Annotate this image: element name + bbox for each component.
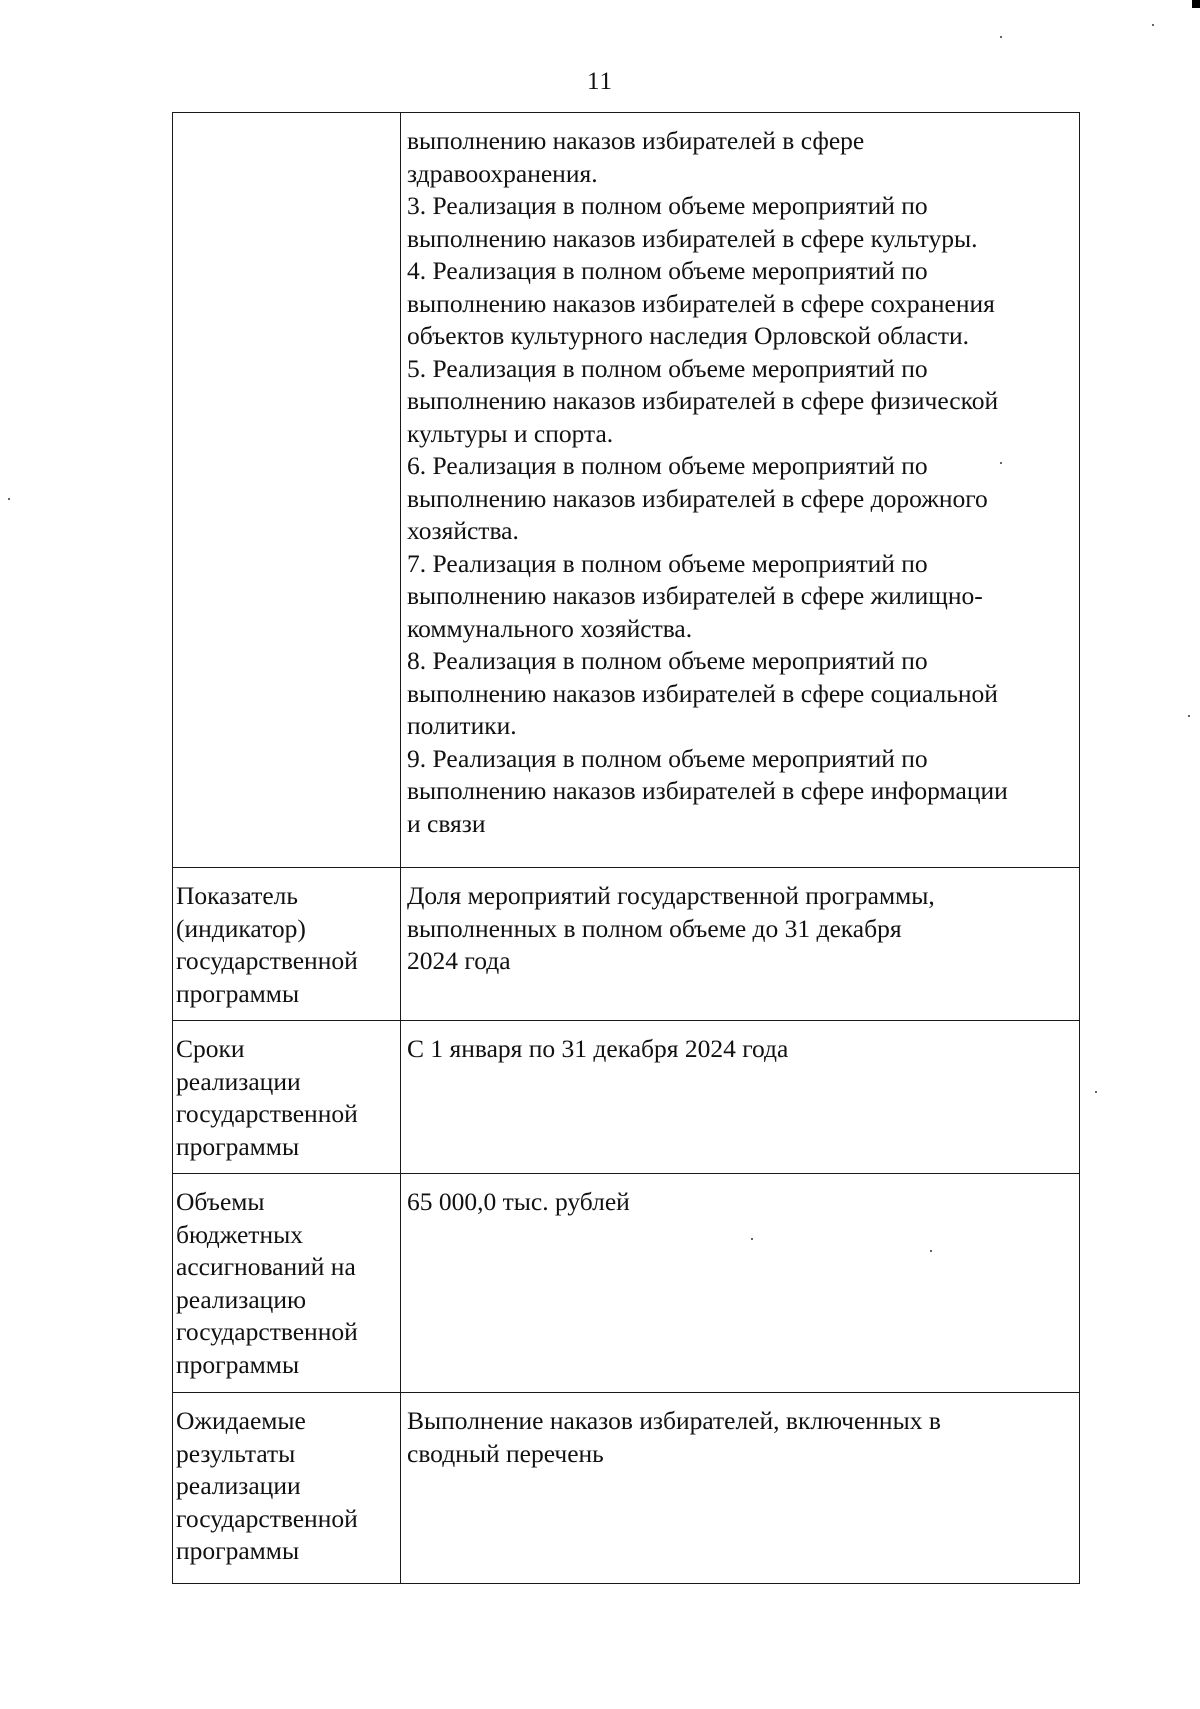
text-line: сводный перечень [407,1438,604,1468]
text-line: культуры и спорта. [407,418,614,448]
label-line: Сроки [176,1034,245,1063]
scan-speck [1000,36,1002,38]
list-item-line: 7. Реализация в полном объеме мероприятий по [407,548,928,578]
list-item-line: 4. Реализация в полном объеме мероприятий по [407,256,928,285]
text-line: коммунального хозяйства. [407,613,693,643]
scan-speck [751,1238,753,1240]
label-line: программы [176,978,300,1008]
text-line: выполнению наказов избирателей в сфере дорожного [407,483,988,513]
scan-edge-mark [1192,0,1200,8]
text-line: 65 000,0 тыс. рублей [407,1187,630,1216]
label-line: реализацию [176,1284,307,1314]
scan-speck [930,1250,932,1252]
text-line: здравоохранения. [407,158,598,188]
text-line: С 1 января по 31 декабря 2024 года [407,1034,789,1063]
scan-speck [1000,462,1002,464]
table-cell-value [401,868,1080,1021]
table-row [173,1021,1080,1174]
label-line: ассигнований на [176,1252,356,1281]
scan-speck [1152,24,1154,26]
table-cell-value [401,1021,1080,1174]
label-line: бюджетных [176,1219,303,1249]
table-cell-label [173,1393,401,1584]
text-line: Выполнение наказов избирателей, включенных в [407,1406,941,1435]
text-line: политики. [407,711,517,740]
list-item-line: 8. Реализация в полном объеме мероприятий по [407,646,928,675]
table-cell-label [173,868,401,1021]
label-line: реализации [176,1471,301,1500]
table-row [173,1393,1080,1584]
text-line: Доля мероприятий государственной программы, [407,881,935,910]
label-line: реализации [176,1066,301,1096]
list-item-line: 3. Реализация в полном объеме мероприятий по [407,191,928,220]
table-cell-value [401,1393,1080,1584]
text-line: объектов культурного наследия Орловской области. [407,321,970,350]
label-line: программы [176,1349,300,1379]
table-row [173,113,1080,868]
table-cell-value [401,113,1080,868]
list-item-line: 5. Реализация в полном объеме мероприятий по [407,353,928,383]
text-line: хозяйства. [407,516,519,545]
text-line: выполнению наказов избирателей в сфере [407,126,865,155]
label-line: (индикатор) [176,913,306,943]
table-cell-label [173,1021,401,1174]
text-line: выполнению наказов избирателей в сфере жилищно- [407,581,983,610]
table-row [173,1174,1080,1393]
text-line: 2024 года [407,946,511,975]
label-line: Ожидаемые [176,1406,306,1435]
label-line: Объемы [176,1187,265,1216]
scan-speck [1188,715,1190,717]
table-cell-label-empty [173,113,401,868]
table-cell-value [401,1174,1080,1393]
text-line: выполненных в полном объеме до 31 декабря [407,913,902,943]
text-line: выполнению наказов избирателей в сфере физической [407,386,999,415]
scan-speck [8,498,10,500]
text-line: выполнению наказов избирателей в сфере сохранения [407,288,995,318]
table-cell-label [173,1174,401,1393]
table-row [173,868,1080,1021]
label-line: результаты [176,1438,296,1468]
text-line: выполнению наказов избирателей в сфере информации [407,776,1008,805]
list-item-line: 6. Реализация в полном объеме мероприятий по [407,451,928,480]
label-line: государственной [176,1503,358,1533]
text-line: выполнению наказов избирателей в сфере культуры. [407,223,978,253]
page-number: 11 [586,68,614,95]
text-line: и связи [407,808,486,838]
label-line: государственной [176,1317,358,1346]
label-line: государственной [176,946,358,975]
label-line: программы [176,1536,300,1565]
scan-speck [1095,1091,1097,1093]
text-line: выполнению наказов избирателей в сфере социальной [407,678,998,708]
list-item-line: 9. Реализация в полном объеме мероприятий по [407,743,928,773]
label-line: программы [176,1131,300,1161]
label-line: Показатель [176,881,299,910]
label-line: государственной [176,1099,358,1128]
program-passport-table [172,112,1080,1584]
